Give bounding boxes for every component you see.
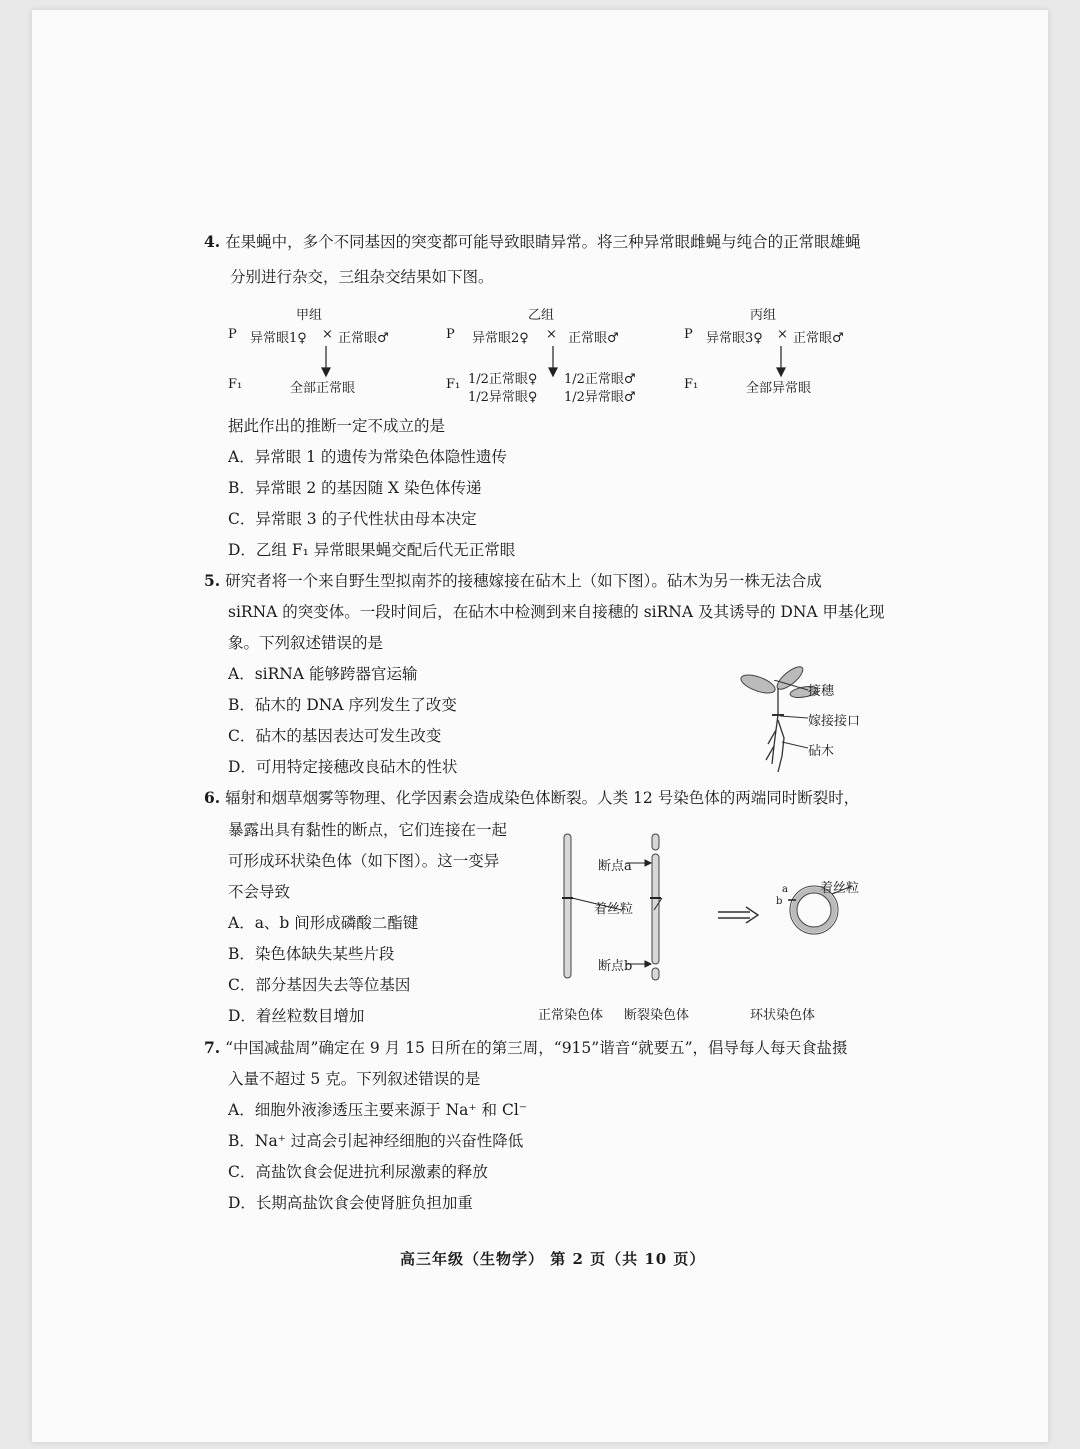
q6-option-c: C．部分基因失去等位基因 (228, 976, 411, 994)
q4-number: 4. (204, 232, 221, 251)
group-c-title: 丙组 (750, 308, 777, 323)
normal-chromosome (562, 834, 573, 978)
group-c-male: 正常眼♂ (793, 331, 844, 346)
group-b-f1-label: F₁ (446, 377, 461, 392)
group-c-f1-label: F₁ (684, 377, 699, 392)
group-b-title: 乙组 (528, 308, 555, 323)
q7-line2: 入量不超过 5 克。下列叙述错误的是 (228, 1070, 481, 1088)
q5-number: 5. (204, 571, 221, 590)
group-c-result: 全部异常眼 (746, 381, 812, 396)
q6-line3: 可形成环状染色体（如下图）。这一变异 (228, 852, 500, 870)
q6-line4: 不会导致 (228, 883, 291, 901)
caption-ring: 环状染色体 (750, 1008, 816, 1023)
ring-point-a: a (782, 884, 788, 895)
q5-line1 (204, 571, 822, 591)
break-a-arrow-icon (645, 860, 651, 866)
break-b-arrow-icon (645, 961, 651, 967)
group-a-cross: × (322, 327, 333, 342)
group-a-female: 异常眼1♀ (250, 331, 307, 346)
chromosome-figure (532, 830, 872, 990)
q6-option-b: B．染色体缺失某些片段 (228, 945, 395, 963)
cross-arrows (32, 10, 1048, 430)
q7-option-d: D．长期高盐饮食会使肾脏负担加重 (228, 1194, 473, 1212)
group-a-p-label: P (228, 327, 237, 342)
scion-label: 接穗 (808, 684, 835, 699)
q7-option-c: C．高盐饮食会促进抗利尿激素的释放 (228, 1163, 488, 1181)
caption-broken: 断裂染色体 (624, 1008, 690, 1023)
q6-line1 (204, 788, 859, 808)
group-c-arrow-icon (777, 368, 785, 376)
q5-option-c: C．砧木的基因表达可发生改变 (228, 727, 442, 745)
break-a-label: 断点a (598, 859, 632, 874)
group-a-male: 正常眼♂ (338, 331, 389, 346)
rootstock-label: 砧木 (808, 744, 835, 759)
group-a-arrow-icon (322, 368, 330, 376)
ring-point-b: b (776, 896, 783, 907)
group-b-male: 正常眼♂ (568, 331, 619, 346)
group-c-female: 异常眼3♀ (706, 331, 763, 346)
q4-question: 据此作出的推断一定不成立的是 (228, 417, 446, 435)
q5-option-d: D．可用特定接穗改良砧木的性状 (228, 758, 458, 776)
centromere-label: 着丝粒 (594, 902, 634, 917)
q4-option-c: C．异常眼 3 的子代性状由母本决定 (228, 510, 477, 528)
q4-stem-line2: 分别进行杂交，三组杂交结果如下图。 (230, 268, 494, 286)
q4-option-d: D．乙组 F₁ 异常眼果蝇交配后代无正常眼 (228, 541, 516, 559)
group-c-p-label: P (684, 327, 693, 342)
graft-junction-label: 嫁接接口 (808, 714, 861, 729)
q5-line3: 象。下列叙述错误的是 (228, 634, 384, 652)
transform-arrow-icon (718, 907, 758, 923)
group-b-result-1: 1/2正常眼♀ (468, 372, 538, 387)
group-b-cross: × (546, 327, 557, 342)
q7-line1 (204, 1038, 848, 1058)
group-a-f1-label: F₁ (228, 377, 243, 392)
caption-normal: 正常染色体 (538, 1008, 604, 1023)
q6-line2: 暴露出具有黏性的断点，它们连接在一起 (228, 821, 508, 839)
q6-text: 辐射和烟草烟雾等物理、化学因素会造成染色体断裂。人类 12 号染色体的两端同时断裂时， (225, 789, 860, 807)
q4-option-a: A．异常眼 1 的遗传为常染色体隐性遗传 (228, 448, 507, 466)
break-b-label: 断点b (598, 959, 633, 974)
plant-label-lines (772, 680, 812, 760)
ring-centromere-label: 着丝粒 (820, 881, 860, 896)
q7-option-b: B．Na⁺ 过高会引起神经细胞的兴奋性降低 (228, 1132, 524, 1150)
q5-line2: siRNA 的突变体。一段时间后，在砧木中检测到来自接穗的 siRNA 及其诱导的 DNA 甲基化现 (228, 603, 885, 621)
group-b-result-4: 1/2异常眼♂ (564, 390, 636, 405)
group-b-arrow-icon (549, 368, 557, 376)
group-b-result-2: 1/2异常眼♀ (468, 390, 538, 405)
group-a-title: 甲组 (296, 308, 323, 323)
group-c-cross: × (777, 327, 788, 342)
q6-option-d: D．着丝粒数目增加 (228, 1007, 365, 1025)
q4-option-b: B．异常眼 2 的基因随 X 染色体传递 (228, 479, 482, 497)
q5-option-a: A．siRNA 能够跨器官运输 (228, 665, 418, 683)
group-b-p-label: P (446, 327, 455, 342)
q7-number: 7. (204, 1038, 221, 1057)
q7-option-a: A．细胞外液渗透压主要来源于 Na⁺ 和 Cl⁻ (228, 1101, 527, 1119)
group-b-female: 异常眼2♀ (472, 331, 529, 346)
page-footer: 高三年级（生物学） 第 2 页（共 10 页） (400, 1250, 706, 1268)
q7-text: “中国减盐周”确定在 9 月 15 日所在的第三周，“915”谐音“就要五”，倡导每人每天食盐摄 (225, 1039, 848, 1057)
q5-option-b: B．砧木的 DNA 序列发生了改变 (228, 696, 457, 714)
q4-text: 在果蝇中，多个不同基因的突变都可能导致眼睛异常。将三种异常眼雌蝇与纯合的正常眼雄蝇 (225, 233, 861, 251)
group-b-result-3: 1/2正常眼♂ (564, 372, 636, 387)
group-a-result: 全部正常眼 (290, 381, 356, 396)
q6-option-a: A．a、b 间形成磷酸二酯键 (228, 914, 419, 932)
q6-number: 6. (204, 788, 221, 807)
exam-page (32, 10, 1048, 1442)
q5-text: 研究者将一个来自野生型拟南芥的接穗嫁接在砧木上（如下图）。砧木为另一株无法合成 (225, 572, 822, 590)
